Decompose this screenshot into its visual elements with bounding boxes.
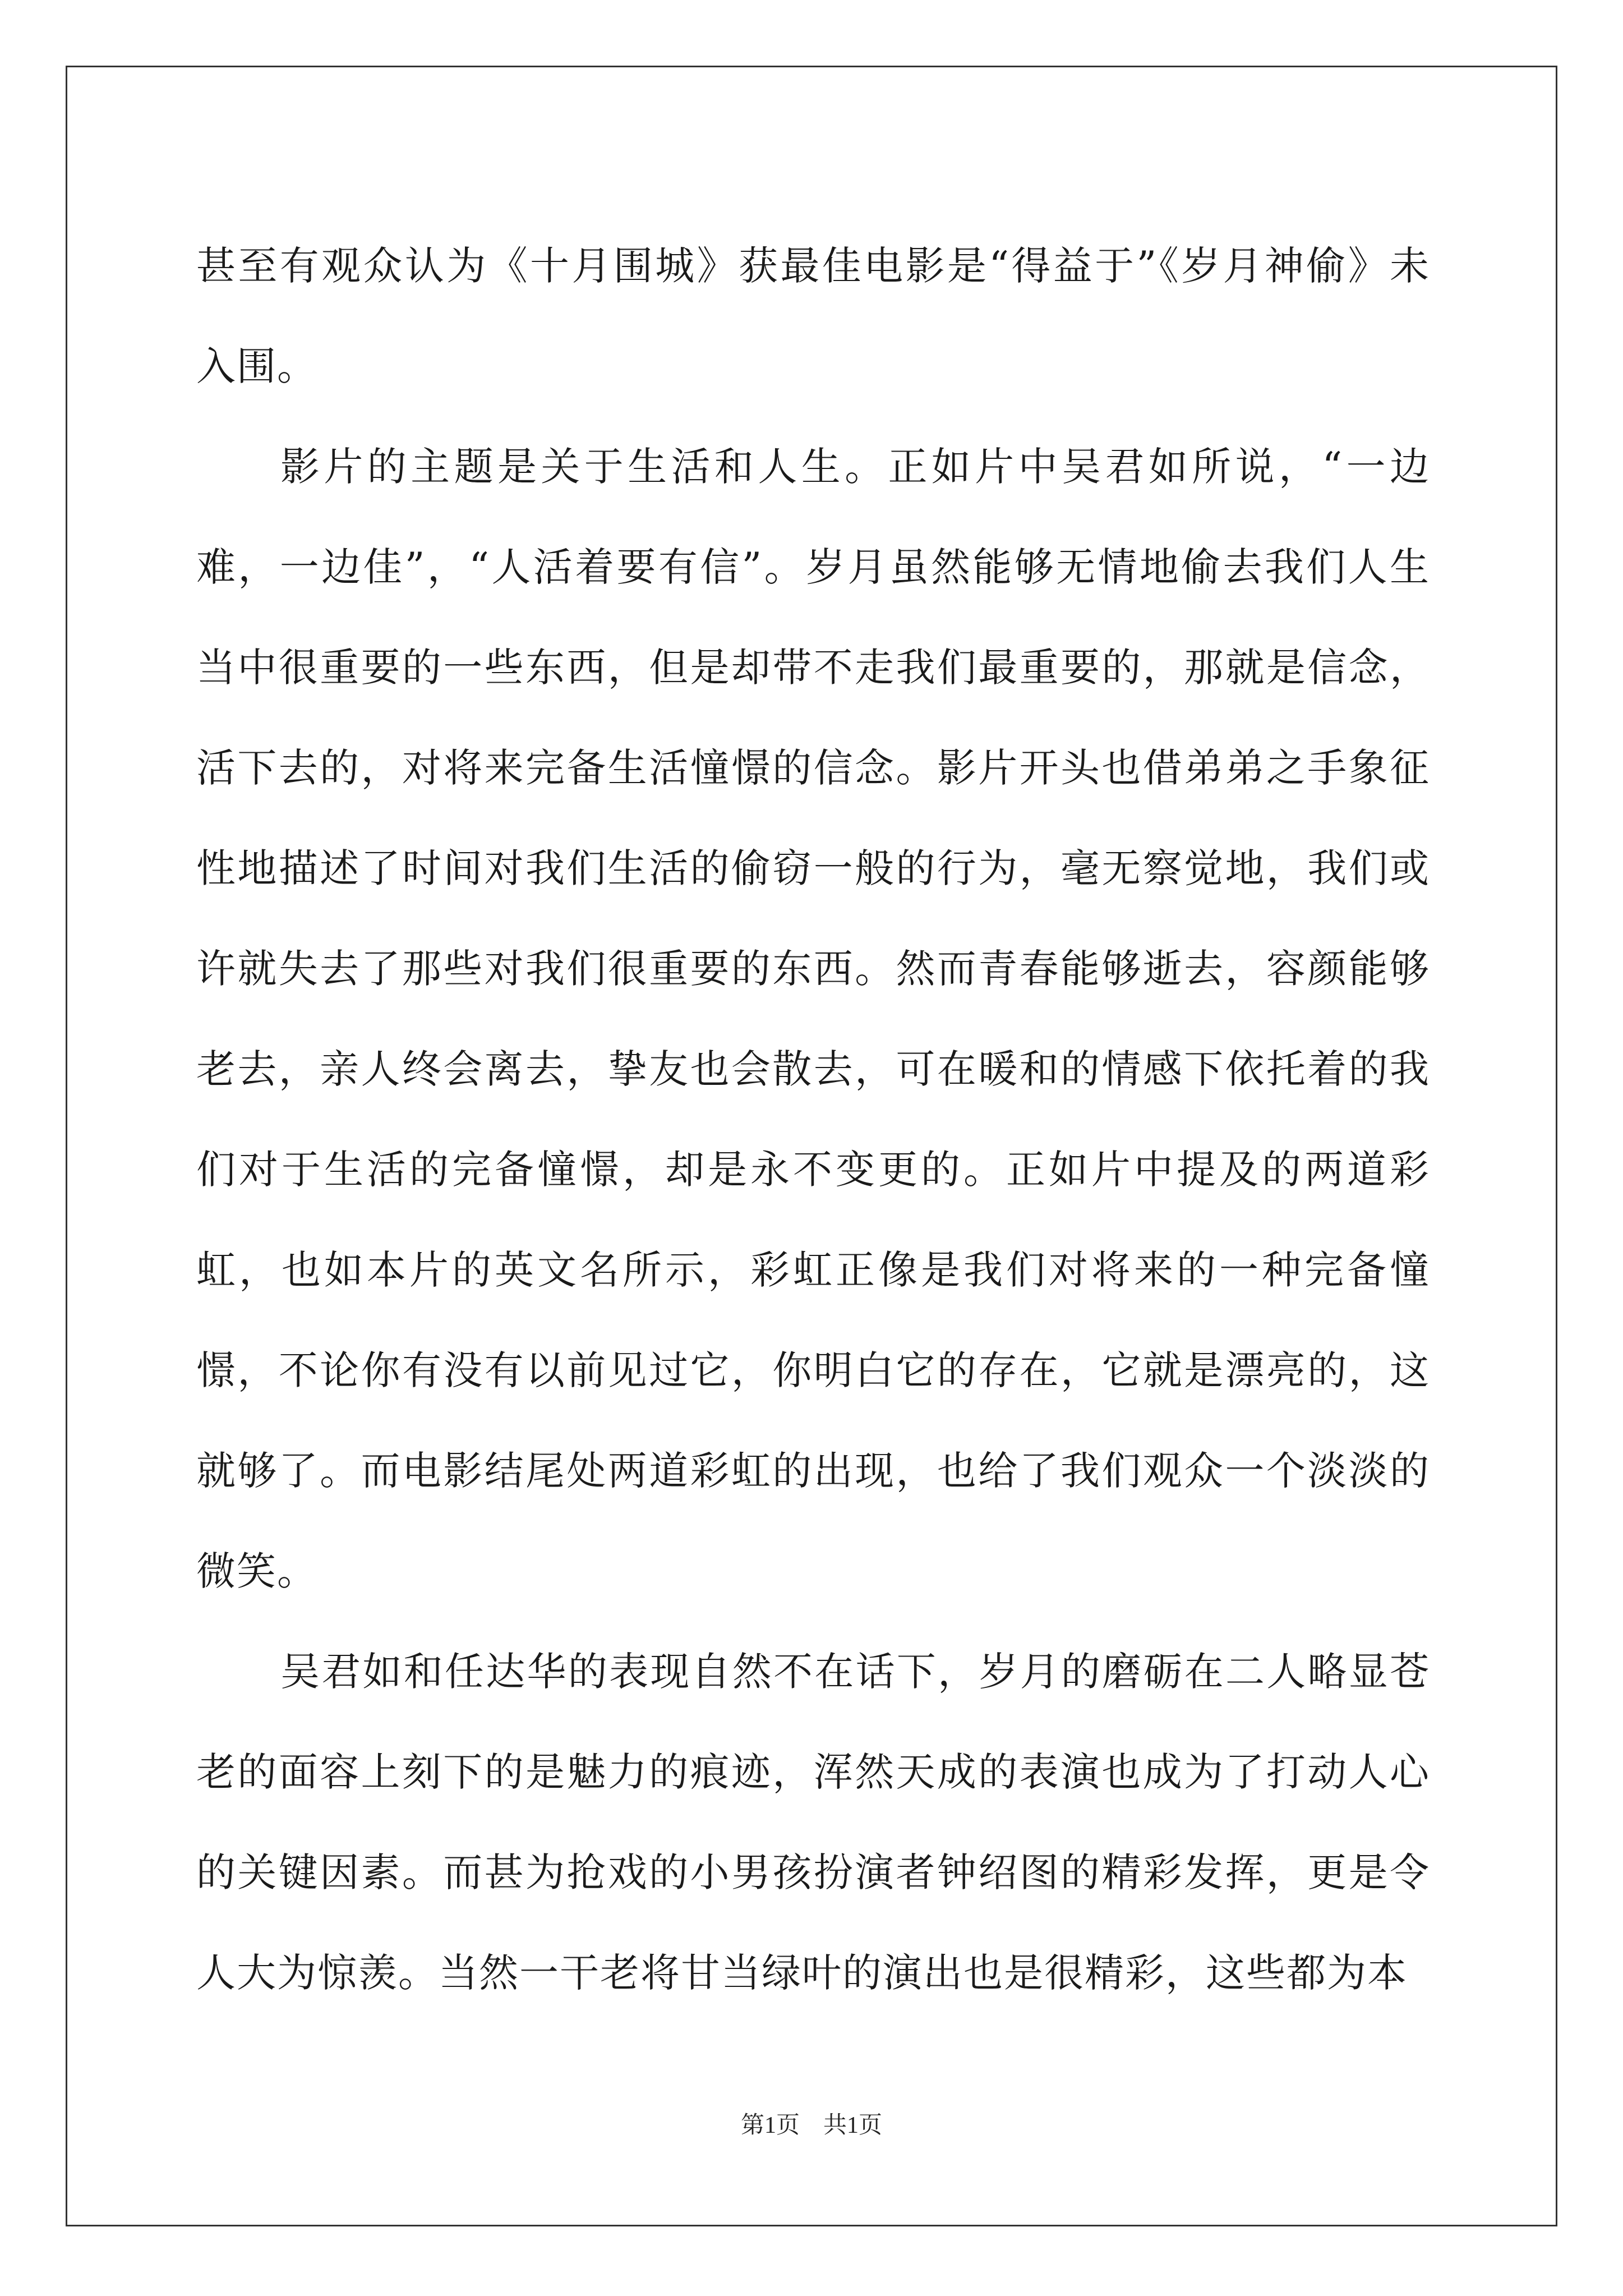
document-body [196,216,1430,2023]
page-number: 第1页 [740,2113,800,2138]
paragraph-3: 吴君如和任达华的表现自然不在话下，岁月的磨砺在二人略显苍老的面容上刻下的是魅力的痕迹，浑然天成的表演也成为了打动人心的关键因素。而甚为抢戏的小男孩扮演者钟绍图的精彩发挥，更是令人大为惊羡。当然一干老将甘当绿叶的演出也是很精彩，这些都为本 [196,1649,1430,1996]
page-footer [0,2106,1623,2140]
page-total: 共1页 [823,2113,883,2138]
paragraph-2: 影片的主题是关于生活和人生。正如片中吴君如所说，“一边难，一边佳”，“人活着要有信”。岁月虽然能够无情地偷去我们人生当中很重要的一些东西，但是却带不走我们最重要的，那就是信念，活下去的，对将来完备生活憧憬的信念。影片开头也借弟弟之手象征性地描述了时间对我们生活的偷窃一般的行为，毫无察觉地，我们或许就失去了那些对我们很重要的东西。然而青春能够逝去，容颜能够老去，亲人终会离去，挚友也会散去，可在暖和的情感下依托着的我们对于生活的完备憧憬，却是永不变更的。正如片中提及的两道彩虹，也如本片的英文名所示，彩虹正像是我们对将来的一种完备憧憬，不论你有没有以前见过它，你明白它的存在，它就是漂亮的，这就够了。而电影结尾处两道彩虹的出现，也给了我们观众一个淡淡的微笑。 [196,444,1430,1594]
paragraph-1: 甚至有观众认为《十月围城》获最佳电影是“得益于”《岁月神偷》未入围。 [196,243,1430,389]
